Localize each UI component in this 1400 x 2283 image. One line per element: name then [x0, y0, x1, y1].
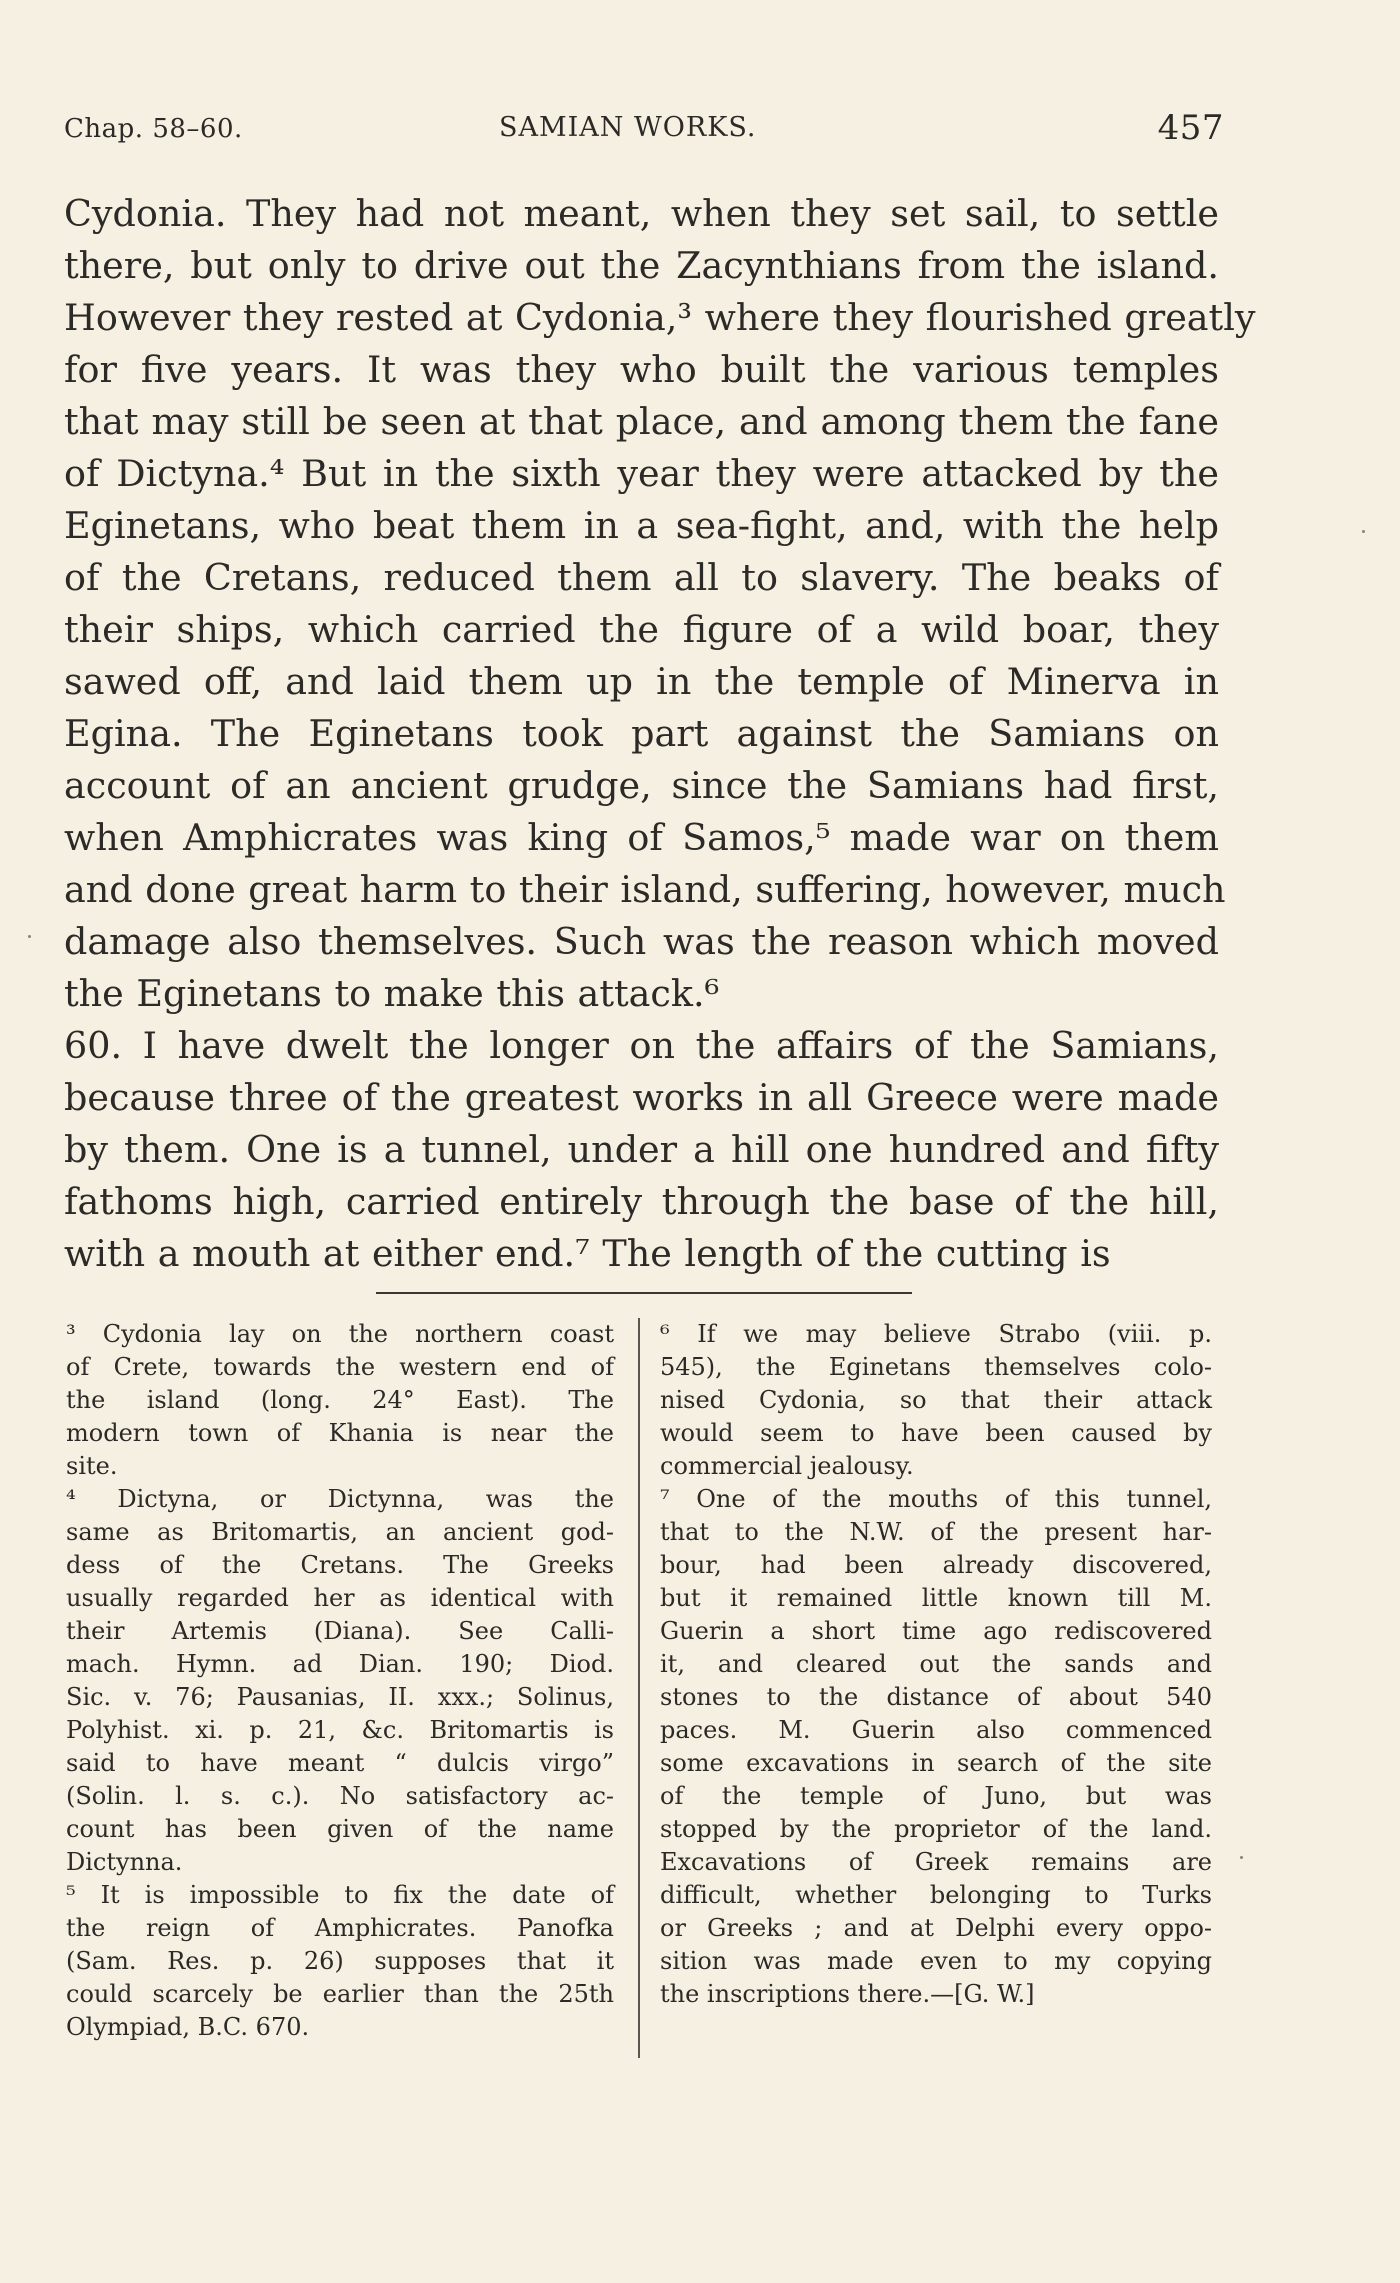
footnote-line: ⁵ It is impossible to fix the date of	[66, 1881, 614, 1909]
footnotes-right-column	[660, 1318, 1212, 2011]
paper-speck	[28, 935, 31, 938]
body-line: Egina. The Eginetans took part against the Samians on	[64, 712, 1219, 755]
footnote-line: stopped by the proprietor of the land.	[660, 1815, 1212, 1843]
footnote-line: said to have meant “ dulcis virgo”	[66, 1749, 614, 1777]
body-line: damage also themselves. Such was the reason which moved	[64, 920, 1219, 963]
footnote-line: some excavations in search of the site	[660, 1749, 1212, 1777]
footnote-line: ⁴ Dictyna, or Dictynna, was the	[66, 1485, 614, 1513]
body-line: their ships, which carried the figure of a wild boar, they	[64, 608, 1219, 651]
footnote-line: 545), the Eginetans themselves colo-	[660, 1353, 1212, 1381]
footnote-line: would seem to have been caused by	[660, 1419, 1212, 1447]
footnote-line: the inscriptions there.—[G. W.]	[660, 1980, 1035, 2008]
body-line: account of an ancient grudge, since the Samians had first,	[64, 764, 1219, 807]
footnote-line: same as Britomartis, an ancient god-	[66, 1518, 614, 1546]
footnote-line: stones to the distance of about 540	[660, 1683, 1212, 1711]
footnote-line: Excavations of Greek remains are	[660, 1848, 1212, 1876]
footnote-line: paces. M. Guerin also commenced	[660, 1716, 1212, 1744]
footnote-line: Dictynna.	[66, 1848, 183, 1876]
body-line: and done great harm to their island, suffering, however, much	[64, 868, 1226, 911]
main-body-text	[64, 188, 1256, 1280]
footnote-column-divider	[638, 1318, 640, 2058]
footnote-line: dess of the Cretans. The Greeks	[66, 1551, 614, 1579]
footnote-line: the island (long. 24° East). The	[66, 1386, 614, 1414]
chapter-reference: Chap. 58–60.	[64, 114, 243, 144]
body-line: Cydonia. They had not meant, when they set sail, to settle	[64, 192, 1219, 235]
footnote-line: of Crete, towards the western end of	[66, 1353, 614, 1381]
running-title: SAMIAN WORKS.	[499, 112, 757, 143]
footnote-line: it, and cleared out the sands and	[660, 1650, 1212, 1678]
body-line: However they rested at Cydonia,³ where they flourished greatly	[64, 296, 1256, 339]
footnote-line: Olympiad, B.C. 670.	[66, 2013, 310, 2041]
body-line: sawed off, and laid them up in the temple of Minerva in	[64, 660, 1219, 703]
footnote-line: (Solin. l. s. c.). No satisfactory ac-	[66, 1782, 614, 1810]
body-line: when Amphicrates was king of Samos,⁵ made war on them	[64, 816, 1219, 859]
body-line: Eginetans, who beat them in a sea-fight, and, with the help	[64, 504, 1219, 547]
body-line: with a mouth at either end.⁷ The length of the cutting is	[64, 1232, 1111, 1275]
footnote-line: ⁶ If we may believe Strabo (viii. p.	[660, 1320, 1212, 1348]
footnote-line: commercial jealousy.	[660, 1452, 914, 1480]
body-line: the Eginetans to make this attack.⁶	[64, 972, 720, 1015]
body-line: of the Cretans, reduced them all to slavery. The beaks of	[64, 556, 1219, 599]
footnote-line: count has been given of the name	[66, 1815, 614, 1843]
footnote-line: their Artemis (Diana). See Calli-	[66, 1617, 614, 1645]
footnote-separator-rule	[376, 1292, 912, 1294]
body-line: there, but only to drive out the Zacynthians from the island.	[64, 244, 1219, 287]
body-line: of Dictyna.⁴ But in the sixth year they were attacked by the	[64, 452, 1219, 495]
footnote-line: of the temple of Juno, but was	[660, 1782, 1212, 1810]
footnote-line: could scarcely be earlier than the 25th	[66, 1980, 614, 2008]
footnote-line: Guerin a short time ago rediscovered	[660, 1617, 1212, 1645]
body-line: fathoms high, carried entirely through the base of the hill,	[64, 1180, 1219, 1223]
footnote-line: but it remained little known till M.	[660, 1584, 1212, 1612]
footnote-line: (Sam. Res. p. 26) supposes that it	[66, 1947, 614, 1975]
footnote-line: usually regarded her as identical with	[66, 1584, 614, 1612]
footnote-line: mach. Hymn. ad Dian. 190; Diod.	[66, 1650, 614, 1678]
footnote-line: difficult, whether belonging to Turks	[660, 1881, 1212, 1909]
footnote-line: nised Cydonia, so that their attack	[660, 1386, 1212, 1414]
paper-speck	[1240, 1856, 1243, 1859]
footnote-line: bour, had been already discovered,	[660, 1551, 1212, 1579]
footnote-line: Sic. v. 76; Pausanias, II. xxx.; Solinus,	[66, 1683, 614, 1711]
body-line: for five years. It was they who built the various temples	[64, 348, 1219, 391]
body-line: by them. One is a tunnel, under a hill one hundred and fifty	[64, 1128, 1219, 1171]
running-head	[64, 108, 1224, 158]
body-line: that may still be seen at that place, and among them the fane	[64, 400, 1219, 443]
footnotes-left-column	[66, 1318, 614, 2044]
footnote-line: Polyhist. xi. p. 21, &c. Britomartis is	[66, 1716, 614, 1744]
body-line: because three of the greatest works in all Greece were made	[64, 1076, 1219, 1119]
footnote-line: site.	[66, 1452, 118, 1480]
paper-speck	[1362, 530, 1365, 533]
footnote-line: ⁷ One of the mouths of this tunnel,	[660, 1485, 1212, 1513]
footnote-line: the reign of Amphicrates. Panofka	[66, 1914, 614, 1942]
footnote-line: that to the N.W. of the present har-	[660, 1518, 1212, 1546]
footnote-line: ³ Cydonia lay on the northern coast	[66, 1320, 614, 1348]
footnote-line: sition was made even to my copying	[660, 1947, 1212, 1975]
footnote-line: or Greeks ; and at Delphi every oppo-	[660, 1914, 1212, 1942]
footnote-line: modern town of Khania is near the	[66, 1419, 614, 1447]
body-line: 60. I have dwelt the longer on the affairs of the Samians,	[64, 1024, 1219, 1067]
page-number: 457	[1157, 108, 1224, 148]
